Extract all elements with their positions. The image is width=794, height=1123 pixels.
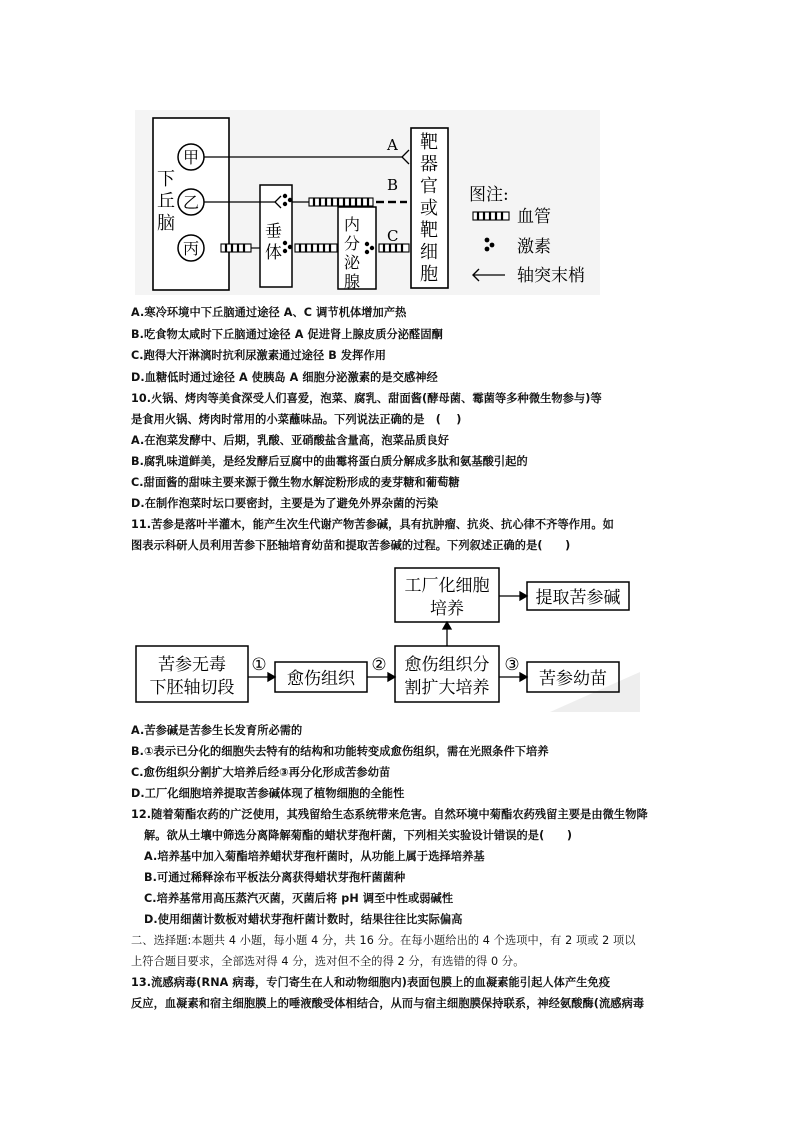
- q11-option-c: C.愈伤组织分割扩大培养后经③再分化形成苦参幼苗: [131, 766, 391, 779]
- hypothalamus-regulation-diagram: [135, 110, 600, 295]
- q12-stem-line2: 解。欲从土壤中筛选分离降解菊酯的蜡状芽孢杆菌，下列相关实验设计错误的是( ): [144, 829, 573, 842]
- q10-option-b: B.腐乳味道鲜美，是经发酵后豆腐中的曲霉将蛋白质分解成多肽和氨基酸引起的: [131, 455, 528, 468]
- hypothalamus-char-3: 脑: [157, 213, 175, 234]
- blood-vessel-b: [309, 198, 373, 206]
- q9-option-b: B.吃食物太咸时下丘脑通过途径 A 促进肾上腺皮质分泌醛固酮: [131, 328, 443, 341]
- q11-option-a: A.苦参碱是苦参生长发育所必需的: [131, 724, 303, 737]
- explant-label-2: 下胚轴切段: [149, 678, 235, 698]
- extract-label: 提取苦参碱: [535, 588, 621, 608]
- legend-vessel-icon: [473, 212, 509, 220]
- q11-option-b: B.①表示已分化的细胞失去特有的结构和功能转变成愈伤组织，需在光照条件下培养: [131, 745, 549, 758]
- q11-stem-line1: 11.苦参是落叶半灌木，能产生次生代谢产物苦参碱，具有抗肿瘤、抗炎、抗心律不齐等作用。如: [131, 518, 614, 531]
- q12-stem-line1: 12.随着菊酯农药的广泛使用，其残留给生态系统带来危害。自然环境中菊酯农药残留主要是由微生物降: [131, 808, 648, 821]
- target-char-6: 细: [420, 242, 438, 263]
- q9-option-d: D.血糖低时通过途径 A 使胰岛 A 细胞分泌激素的是交感神经: [131, 371, 438, 384]
- q10-option-a: A.在泡菜发酵中、后期，乳酸、亚硝酸盐含量高，泡菜品质良好: [131, 434, 450, 447]
- q10-option-c: C.甜面酱的甜味主要来源于微生物水解淀粉形成的麦芽糖和葡萄糖: [131, 476, 460, 489]
- blood-vessel-c: [379, 244, 409, 252]
- target-char-1: 靶: [420, 132, 438, 153]
- blood-vessel-bing: [221, 244, 251, 252]
- hypothalamus-char-2: 丘: [157, 191, 175, 212]
- q12-option-d: D.使用细菌计数板对蜡状芽孢杆菌计数时，结果往往比实际偏高: [144, 913, 463, 926]
- factory-label-1: 工厂化细胞: [404, 576, 490, 596]
- path-a-label: A: [387, 136, 398, 154]
- target-char-5: 靶: [420, 220, 438, 241]
- endocrine-char-2: 分: [344, 234, 361, 253]
- target-char-2: 器: [420, 154, 438, 175]
- q12-option-b: B.可通过稀释涂布平板法分离获得蜡状芽孢杆菌菌种: [144, 871, 406, 884]
- legend-axon-label: 轴突末梢: [517, 266, 585, 286]
- endocrine-char-3: 泌: [344, 253, 361, 272]
- legend-hormone-label: 激素: [517, 237, 551, 257]
- path-b-label: B: [387, 176, 399, 194]
- callus-label: 愈伤组织: [287, 669, 355, 689]
- q12-option-a: A.培养基中加入菊酯培养蜡状芽孢杆菌时，从功能上属于选择培养基: [144, 850, 485, 863]
- explant-label-1: 苦参无毒: [158, 655, 226, 675]
- blood-vessel-pituitary: [295, 244, 337, 252]
- target-char-4: 或: [420, 198, 438, 219]
- kushen-culture-flowchart: [130, 562, 640, 717]
- step-3-label: ③: [504, 655, 520, 675]
- nucleus-bing-label: 丙: [182, 239, 200, 258]
- q10-stem-line2: 是食用火锅、烤肉时常用的小菜蘸味品。下列说法正确的是 ( ): [131, 413, 462, 426]
- q13-line2: 反应，血凝素和宿主细胞膜上的唾液酸受体相结合，从而与宿主细胞膜保持联系，神经氨酸酶(流感病毒: [131, 997, 645, 1010]
- target-char-7: 胞: [420, 264, 438, 285]
- q10-stem-line1: 10.火锅、烤肉等美食深受人们喜爱，泡菜、腐乳、甜面酱(酵母菌、霉菌等多种微生物参与)等: [131, 392, 602, 405]
- factory-label-2: 培养: [430, 599, 464, 619]
- divide-label-2: 割扩大培养: [404, 678, 490, 698]
- q9-option-a: A.寒冷环境中下丘脑通过途径 A、C 调节机体增加产热: [131, 306, 407, 319]
- target-char-3: 官: [420, 176, 438, 197]
- legend-title: 图注:: [469, 185, 509, 205]
- nucleus-yi-label: 乙: [182, 193, 200, 212]
- section2-line1: 二、选择题:本题共 4 小题，每小题 4 分，共 16 分。在每小题给出的 4 个选项中，有 2 项或 2 项以: [131, 934, 636, 947]
- q13-line1: 13.流感病毒(RNA 病毒，专门寄生在人和动物细胞内)表面包膜上的血凝素能引起人体产生免疫: [131, 976, 611, 989]
- legend-vessel-label: 血管: [517, 207, 551, 227]
- q11-option-d: D.工厂化细胞培养提取苦参碱体现了植物细胞的全能性: [131, 787, 405, 800]
- step-1-label: ①: [251, 655, 267, 675]
- q12-option-c: C.培养基常用高压蒸汽灭菌，灭菌后将 pH 调至中性或弱碱性: [144, 892, 454, 905]
- divide-label-1: 愈伤组织分: [404, 655, 490, 675]
- nucleus-jia-label: 甲: [182, 148, 200, 167]
- seedling-label: 苦参幼苗: [539, 669, 607, 689]
- pituitary-char-2: 体: [265, 243, 282, 263]
- step-2-label: ②: [371, 655, 387, 675]
- q10-option-d: D.在制作泡菜时坛口要密封，主要是为了避免外界杂菌的污染: [131, 497, 439, 510]
- q11-stem-line2: 图表示科研人员利用苦参下胚轴培育幼苗和提取苦参碱的过程。下列叙述正确的是( ): [131, 539, 571, 552]
- pituitary-char-1: 垂: [265, 222, 282, 242]
- q9-option-c: C.跑得大汗淋漓时抗利尿激素通过途径 B 发挥作用: [131, 349, 387, 362]
- path-c-label: C: [387, 227, 399, 245]
- hypothalamus-char-1: 下: [157, 169, 175, 190]
- endocrine-char-4: 腺: [344, 272, 361, 291]
- endocrine-char-1: 内: [344, 215, 361, 234]
- section2-line2: 上符合题目要求，全部选对得 4 分，选对但不全的得 2 分，有选错的得 0 分。: [131, 955, 525, 968]
